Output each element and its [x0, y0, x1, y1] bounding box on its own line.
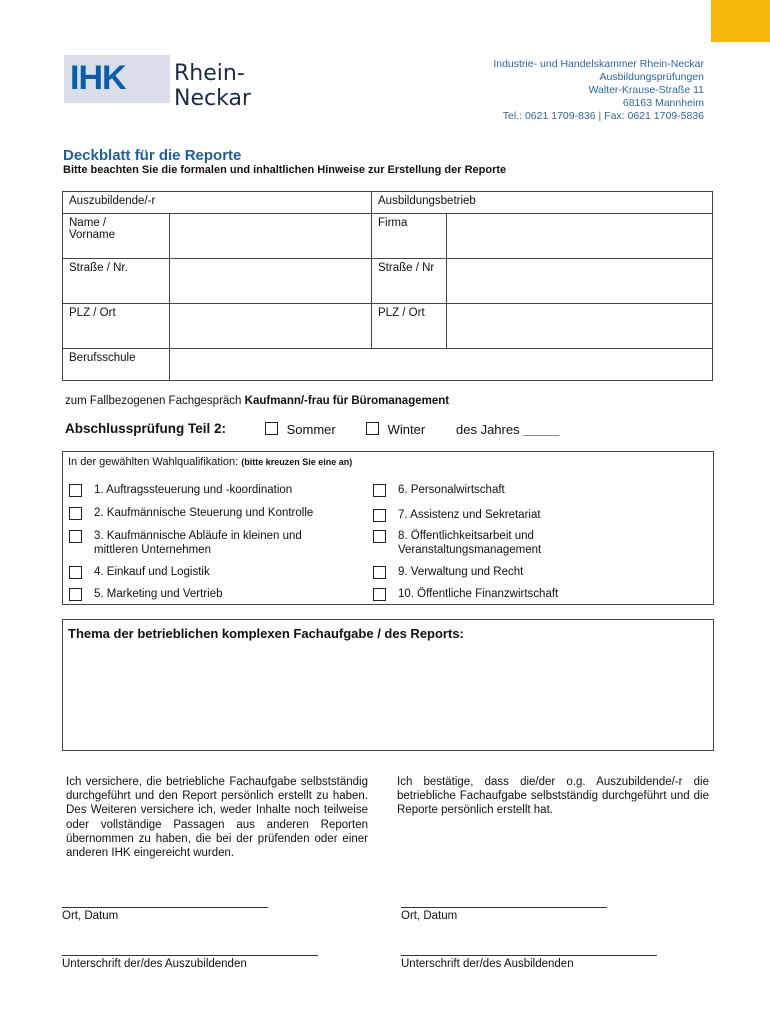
wq-label-2: 2. Kaufmännische Steuerung und Kontrolle: [94, 507, 314, 519]
wq-option-4[interactable]: [94, 565, 210, 579]
wq-option-7[interactable]: [398, 508, 541, 522]
checkbox-wq-9[interactable]: [373, 566, 386, 579]
checkbox-wq-2[interactable]: [69, 507, 82, 520]
option-sommer[interactable]: [265, 422, 336, 437]
corner-tab: [711, 0, 770, 42]
declaration-betrieb: Ich bestätige, dass die/der o.g. Auszubildende/-r die betriebliche Fachaufgabe selbstständig durchgeführt und die Reporte persönlich erstellt hat.: [397, 776, 709, 817]
col-header-betrieb: Ausbildungsbetrieb: [372, 192, 713, 214]
signature-line-ort-betrieb[interactable]: [401, 907, 607, 908]
wq-option-10[interactable]: [398, 587, 558, 601]
address-line: Tel.: 0621 1709-836 | Fax: 0621 1709-5836: [502, 110, 704, 122]
wq-option-6[interactable]: [398, 483, 505, 497]
option-winter[interactable]: [366, 422, 425, 437]
label-unterschrift-azubi: Unterschrift der/des Auszubildenden: [62, 958, 247, 970]
label-ort-datum-azubi: Ort, Datum: [62, 910, 119, 922]
logo-ihk-text: IHK: [70, 59, 126, 97]
checkbox-wq-4[interactable]: [69, 566, 82, 579]
page-subtitle: Bitte beachten Sie die formalen und inhaltlichen Hinweise zur Erstellung der Reporte: [63, 164, 507, 176]
wq-label-3: 3. Kaufmännische Abläufe in kleinen und mittleren Unternehmen: [94, 530, 302, 556]
jahr-field[interactable]: [456, 422, 559, 437]
checkbox-wq-3[interactable]: [69, 530, 82, 543]
checkbox-wq-6[interactable]: [373, 484, 386, 497]
checkbox-wq-10[interactable]: [373, 588, 386, 601]
input-plz-azubi[interactable]: [170, 304, 372, 349]
wq-option-1[interactable]: [94, 483, 292, 497]
wq-label-1: 1. Auftragssteuerung und -koordination: [94, 484, 293, 496]
input-strasse-betrieb[interactable]: [447, 259, 713, 304]
sommer-label: Sommer: [286, 422, 336, 437]
jahr-label: des Jahres: [456, 422, 520, 437]
declaration-azubi: Ich versichere, die betriebliche Fachaufgabe selbstständig durchgeführt und den Report persönlich erstellt zu haben. Des Weiteren versichere ich, weder Inhalte noch teilweise oder vollständige Passagen aus anderen Reporten übernommen zu haben, die bei der prüfenden oder einer anderen IHK eingereicht wurden.: [66, 776, 368, 860]
wq-label-8: 8. Öffentlichkeitsarbeit und Veranstaltungsmanagement: [398, 530, 542, 556]
address-line: Industrie- und Handelskammer Rhein-Neckar: [493, 58, 704, 70]
signature-line-ausbilder[interactable]: [401, 955, 657, 956]
jahr-line[interactable]: _____: [523, 422, 560, 437]
ihk-logo: [64, 55, 304, 111]
address-block: [493, 58, 704, 123]
label-ort-datum-betrieb: Ort, Datum: [401, 910, 458, 922]
wq-label-4: 4. Einkauf und Logistik: [94, 566, 210, 578]
label-strasse-betrieb: Straße / Nr: [372, 259, 447, 304]
checkbox-winter[interactable]: [366, 422, 379, 435]
label-plz-azubi: PLZ / Ort: [63, 304, 170, 349]
checkbox-sommer[interactable]: [265, 422, 278, 435]
wq-label-10: 10. Öffentliche Finanzwirtschaft: [398, 588, 559, 600]
input-plz-betrieb[interactable]: [447, 304, 713, 349]
wq-head-note: (bitte kreuzen Sie eine an): [241, 457, 353, 467]
input-strasse-azubi[interactable]: [170, 259, 372, 304]
wq-label-7: 7. Assistenz und Sekretariat: [398, 509, 541, 521]
input-firma[interactable]: [447, 214, 713, 259]
person-table: [62, 191, 713, 381]
logo-region-text: Rhein-Neckar: [174, 61, 251, 111]
beruf-name: Kaufmann/-frau für Büromanagement: [244, 395, 450, 407]
label-name: Name / Vorname: [63, 214, 170, 259]
wq-label-5: 5. Marketing und Vertrieb: [94, 588, 223, 600]
wq-option-8[interactable]: [398, 529, 541, 557]
label-firma: Firma: [372, 214, 447, 259]
address-line: 68163 Mannheim: [622, 97, 704, 109]
col-header-azubi: Auszubildende/-r: [63, 192, 372, 214]
fachgespraech-prefix: zum Fallbezogenen Fachgespräch: [65, 395, 245, 407]
label-plz-betrieb: PLZ / Ort: [372, 304, 447, 349]
thema-label: Thema der betrieblichen komplexen Fachaufgabe / des Reports:: [68, 626, 464, 641]
wq-label-9: 9. Verwaltung und Recht: [398, 566, 524, 578]
checkbox-wq-5[interactable]: [69, 588, 82, 601]
wq-option-3[interactable]: [94, 529, 302, 557]
pruefung-label: Abschlussprüfung Teil 2:: [65, 421, 227, 436]
page-title: Deckblatt für die Reporte: [63, 147, 242, 164]
checkbox-wq-7[interactable]: [373, 509, 386, 522]
winter-label: Winter: [387, 422, 426, 437]
input-name[interactable]: [170, 214, 372, 259]
wq-label-6: 6. Personalwirtschaft: [398, 484, 505, 496]
wahlqualifikation-heading: [68, 456, 352, 468]
address-line: Ausbildungsprüfungen: [599, 71, 704, 83]
label-unterschrift-ausbilder: Unterschrift der/des Ausbildenden: [401, 958, 574, 970]
input-berufsschule[interactable]: [170, 349, 713, 381]
checkbox-wq-1[interactable]: [69, 484, 82, 497]
label-strasse-azubi: Straße / Nr.: [63, 259, 170, 304]
wq-option-2[interactable]: [94, 506, 313, 520]
fachgespraech-line: [65, 395, 449, 407]
wq-option-9[interactable]: [398, 565, 523, 579]
address-line: Walter-Krause-Straße 11: [588, 84, 704, 96]
signature-line-azubi[interactable]: [62, 955, 318, 956]
label-berufsschule: Berufsschule: [63, 349, 170, 381]
wq-option-5[interactable]: [94, 587, 223, 601]
checkbox-wq-8[interactable]: [373, 530, 386, 543]
thema-box[interactable]: [62, 619, 714, 751]
signature-line-ort-azubi[interactable]: [62, 907, 268, 908]
wq-head-text: In der gewählten Wahlqualifikation:: [68, 456, 239, 468]
wahlqualifikation-box: [62, 451, 714, 605]
